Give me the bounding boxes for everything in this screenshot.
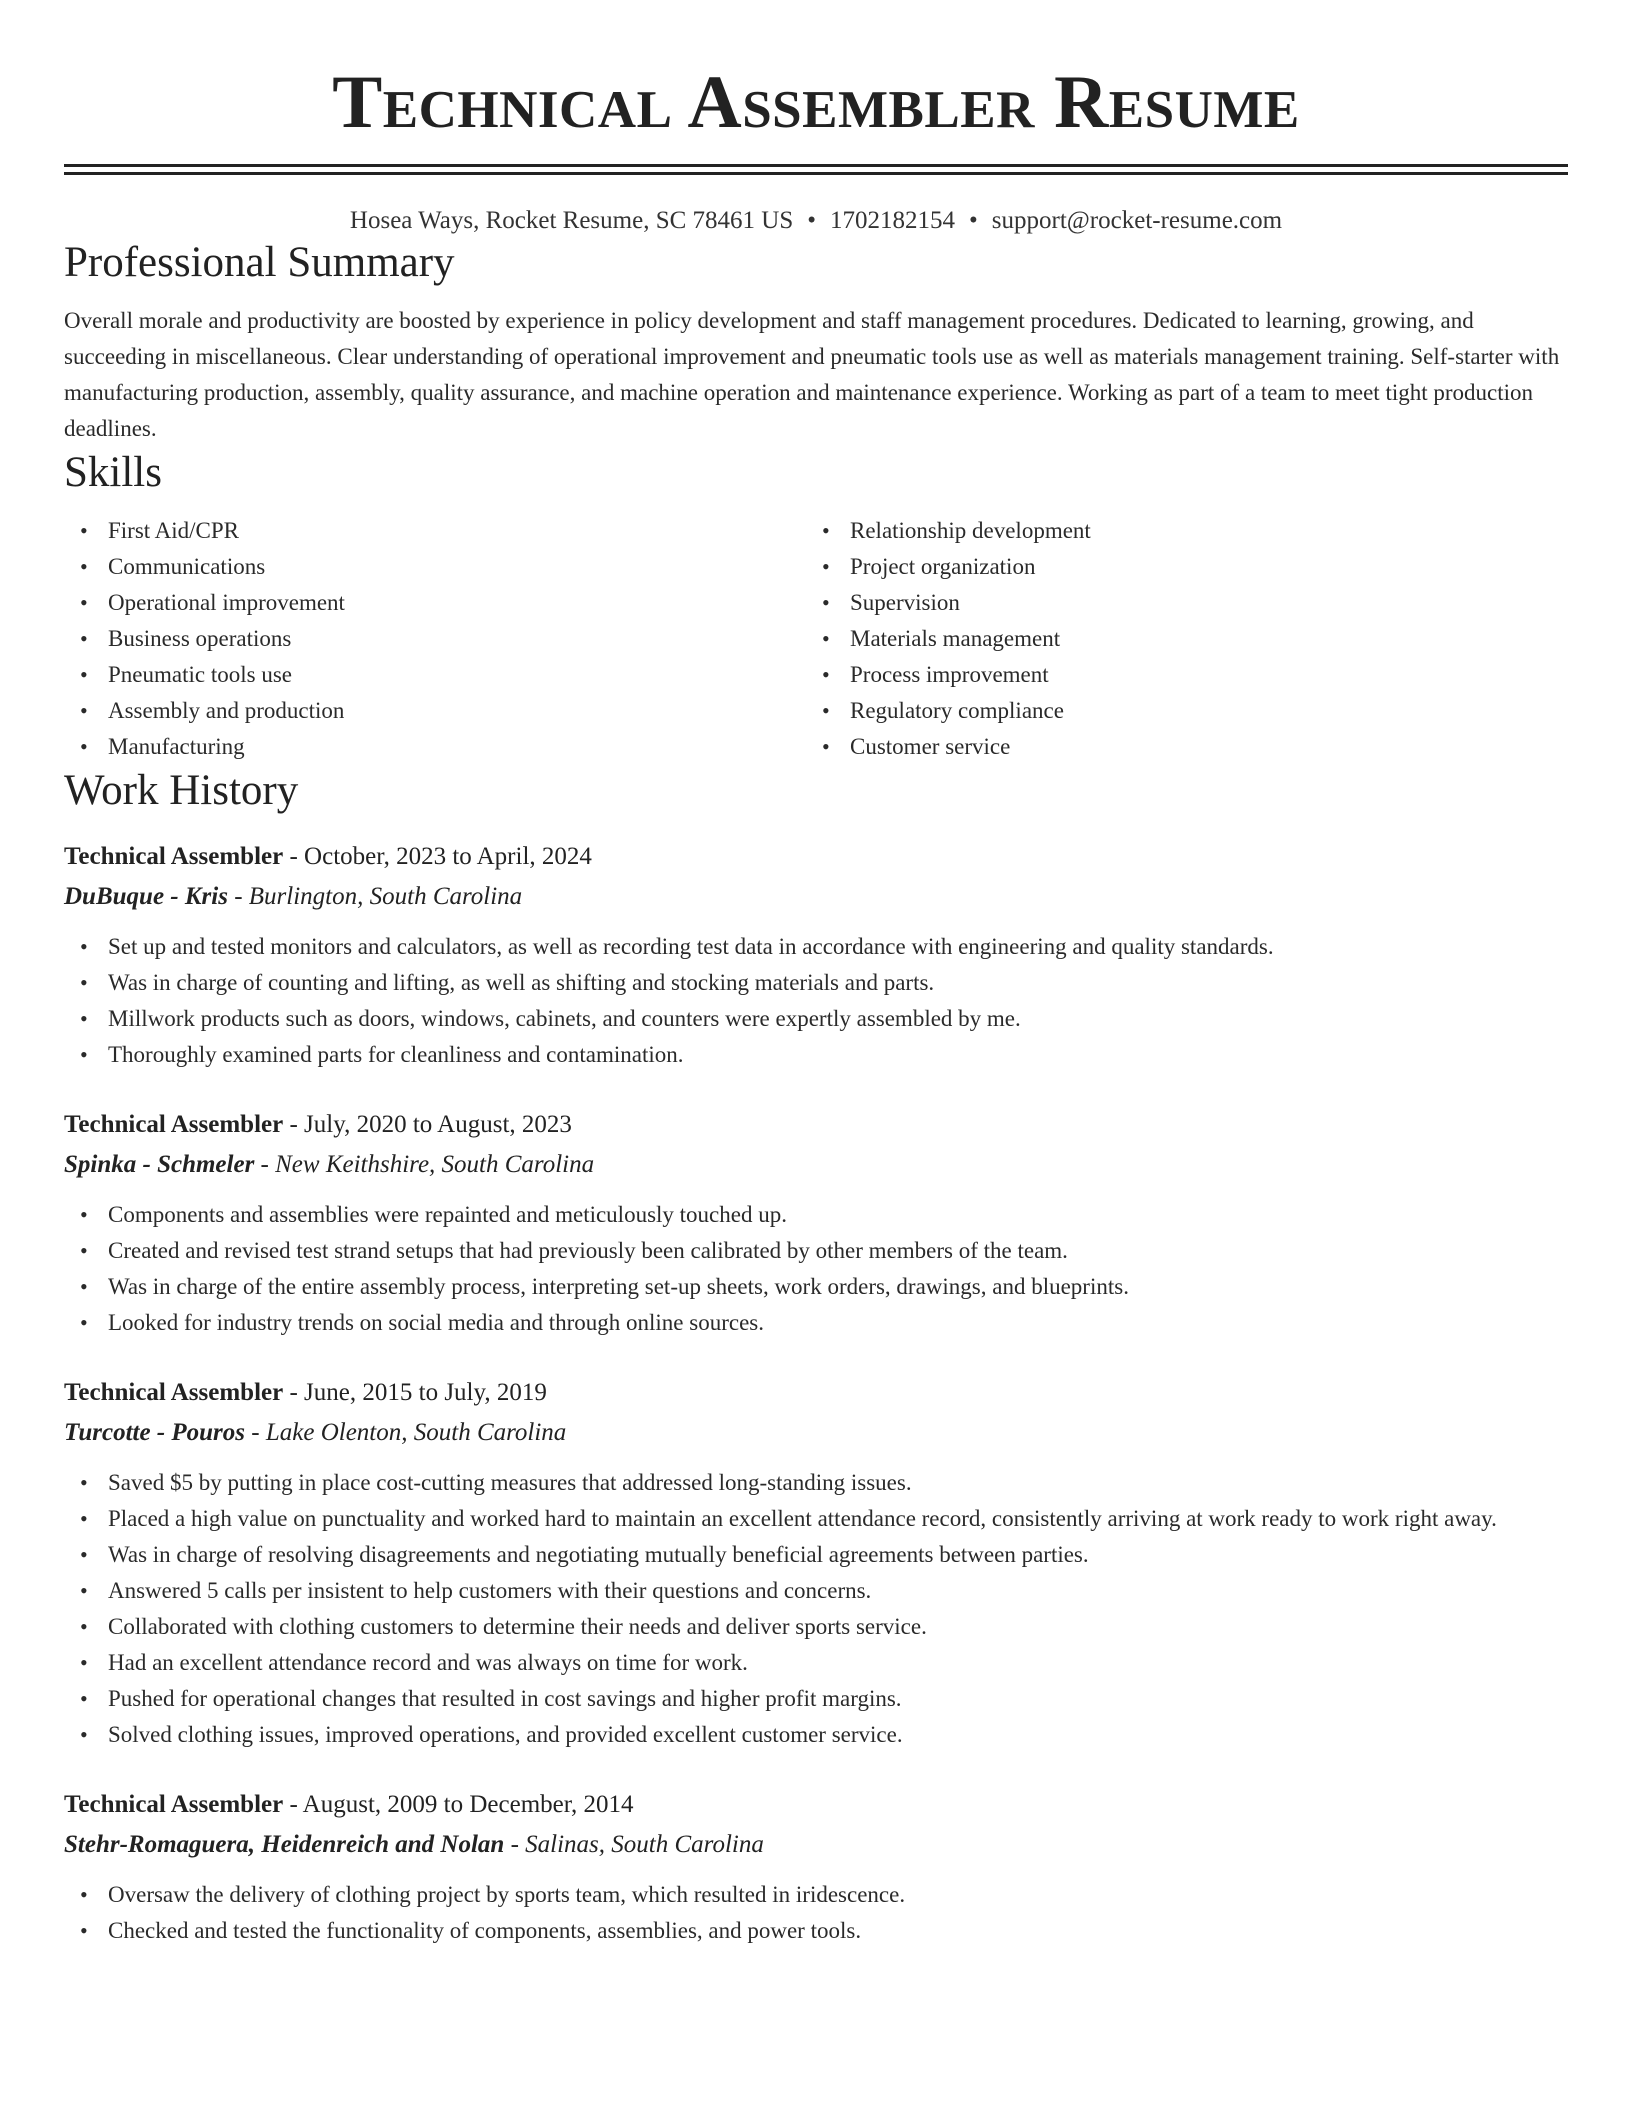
bullet-icon: • <box>80 626 88 651</box>
contact-line <box>64 205 1568 237</box>
bullet-icon: • <box>822 698 830 723</box>
job-employer: Turcotte - Pouros - Lake Olenton, South Carolina <box>64 1419 567 1446</box>
bullet-icon: • <box>80 1722 88 1747</box>
duty-text: Created and revised test strand setups that had previously been calibrated by other members of the team. <box>108 1238 1068 1263</box>
duty-text: Placed a high value on punctuality and worked hard to maintain an excellent attendance record, consistently arriving at work ready to work right away. <box>108 1506 1497 1531</box>
summary-text: Overall morale and productivity are boosted by experience in policy development and staff management procedures. Dedicated to learning, growing, and succeeding in miscellaneous. Clear understanding of operational improvement and pneumatic tools use as well as materials management training. Self-starter with manufacturing production, assembly, quality assurance, and machine operation and maintenance experience. Working as part of a team to meet tight production deadlines. <box>64 308 1560 441</box>
job-header: Technical Assembler - October, 2023 to April, 2024 <box>64 843 592 870</box>
company-name: Stehr-Romaguera, Heidenreich and Nolan <box>64 1831 505 1858</box>
skill-label: Communications <box>108 554 266 579</box>
bullet-icon: • <box>80 590 88 615</box>
contact-separator: • <box>807 207 817 234</box>
skill-item <box>806 693 1548 729</box>
resume-title: Technical Assembler Resume <box>332 61 1300 144</box>
job-duties <box>64 1197 1568 1341</box>
job-title: Technical Assembler <box>64 1791 284 1818</box>
job-employer: DuBuque - Kris - Burlington, South Carolina <box>64 883 523 910</box>
bullet-icon: • <box>80 934 88 959</box>
bullet-icon: • <box>80 1506 88 1531</box>
job-location: Lake Olenton, South Carolina <box>265 1419 567 1446</box>
skill-item <box>806 729 1548 765</box>
duty-text: Thoroughly examined parts for cleanliness and contamination. <box>108 1042 684 1067</box>
bullet-icon: • <box>822 554 830 579</box>
bullet-icon: • <box>80 1470 88 1495</box>
contact-separator: • <box>969 207 978 234</box>
duty-text: Was in charge of counting and lifting, as well as shifting and stocking materials and parts. <box>108 970 935 995</box>
bullet-icon: • <box>80 1650 88 1675</box>
duty-text: Solved clothing issues, improved operations, and provided excellent customer service. <box>108 1722 903 1747</box>
skill-item <box>64 621 806 657</box>
duty-text: Checked and tested the functionality of components, assemblies, and power tools. <box>108 1918 862 1943</box>
bullet-icon: • <box>822 626 830 651</box>
duty-text: Answered 5 calls per insistent to help customers with their questions and concerns. <box>108 1578 872 1603</box>
bullet-icon: • <box>80 734 88 759</box>
skill-label: Relationship development <box>850 518 1091 543</box>
bullet-icon: • <box>80 1578 88 1603</box>
bullet-icon: • <box>80 1614 88 1639</box>
skill-item <box>64 729 806 765</box>
bullet-icon: • <box>80 1686 88 1711</box>
bullet-icon: • <box>80 1238 88 1263</box>
skill-item <box>806 513 1548 549</box>
duty-text: Had an excellent attendance record and was always on time for work. <box>108 1650 748 1675</box>
duty-item <box>64 1537 1568 1573</box>
bullet-icon: • <box>80 1882 88 1907</box>
job-location: Burlington, South Carolina <box>248 883 523 910</box>
duty-item <box>64 1197 1568 1233</box>
skill-item <box>64 585 806 621</box>
skill-label: Regulatory compliance <box>850 698 1064 723</box>
job-dates: July, 2020 to August, 2023 <box>304 1111 572 1138</box>
duty-text: Oversaw the delivery of clothing project by sports team, which resulted in iridescence. <box>108 1882 906 1907</box>
bullet-icon: • <box>80 1042 88 1067</box>
duty-item <box>64 1717 1568 1753</box>
job-location: Salinas, South Carolina <box>525 1831 764 1858</box>
bullet-icon: • <box>80 1918 88 1943</box>
duty-item <box>64 929 1568 965</box>
resume-page <box>64 0 1568 1949</box>
skill-item <box>64 549 806 585</box>
job-employer: Spinka - Schmeler - New Keithshire, South Carolina <box>64 1151 595 1178</box>
duty-item <box>64 1465 1568 1501</box>
job-header: Technical Assembler - July, 2020 to August, 2023 <box>64 1111 572 1138</box>
skill-label: Business operations <box>108 626 292 651</box>
skill-label: Process improvement <box>850 662 1049 687</box>
skill-label: First Aid/CPR <box>108 518 240 543</box>
contact-phone: 1702182154 <box>830 207 956 234</box>
duty-item <box>64 1645 1568 1681</box>
skills-column-left <box>64 513 806 765</box>
contact-email: support@rocket-resume.com <box>991 207 1283 234</box>
duty-item <box>64 1877 1568 1913</box>
bullet-icon: • <box>80 554 88 579</box>
job-header: Technical Assembler - June, 2015 to July, 2019 <box>64 1379 547 1406</box>
job-title: Technical Assembler <box>64 1379 284 1406</box>
job-duties <box>64 1877 1568 1949</box>
duty-text: Set up and tested monitors and calculators, as well as recording test data in accordance with engineering and quality standards. <box>108 934 1274 959</box>
job-entry <box>64 1785 1568 1949</box>
bullet-icon: • <box>80 1274 88 1299</box>
company-name: Spinka - Schmeler <box>64 1151 255 1178</box>
duty-text: Saved $5 by putting in place cost-cutting measures that addressed long-standing issues. <box>108 1470 912 1495</box>
duty-text: Collaborated with clothing customers to determine their needs and deliver sports service. <box>108 1614 927 1639</box>
duty-item <box>64 1001 1568 1037</box>
duty-text: Was in charge of resolving disagreements and negotiating mutually beneficial agreements between parties. <box>108 1542 1089 1567</box>
duty-item <box>64 1037 1568 1073</box>
job-duties <box>64 1465 1568 1753</box>
bullet-icon: • <box>822 734 830 759</box>
job-dates: August, 2009 to December, 2014 <box>302 1791 634 1818</box>
job-duties <box>64 929 1568 1073</box>
bullet-icon: • <box>822 518 830 543</box>
duty-text: Was in charge of the entire assembly process, interpreting set-up sheets, work orders, drawings, and blueprints. <box>108 1274 1129 1299</box>
skill-item <box>806 621 1548 657</box>
duty-item <box>64 1573 1568 1609</box>
skill-label: Pneumatic tools use <box>108 662 292 687</box>
bullet-icon: • <box>80 1310 88 1335</box>
duty-item <box>64 1913 1568 1949</box>
skills-list <box>64 513 1568 765</box>
skill-item <box>806 585 1548 621</box>
skill-label: Materials management <box>850 626 1061 651</box>
duty-item <box>64 1233 1568 1269</box>
bullet-icon: • <box>80 1542 88 1567</box>
duty-item <box>64 1609 1568 1645</box>
duty-text: Millwork products such as doors, windows, cabinets, and counters were expertly assembled by me. <box>108 1006 1021 1031</box>
job-title: Technical Assembler <box>64 1111 284 1138</box>
title-divider <box>64 164 1568 175</box>
bullet-icon: • <box>822 590 830 615</box>
duty-item <box>64 1269 1568 1305</box>
skill-label: Project organization <box>850 554 1036 579</box>
skill-item <box>64 513 806 549</box>
bullet-icon: • <box>822 662 830 687</box>
contact-address: Hosea Ways, Rocket Resume, SC 78461 US <box>349 207 794 234</box>
company-name: DuBuque - Kris <box>64 883 228 910</box>
bullet-icon: • <box>80 970 88 995</box>
skill-label: Customer service <box>850 734 1011 759</box>
skill-item <box>806 657 1548 693</box>
bullet-icon: • <box>80 518 88 543</box>
job-entry <box>64 1373 1568 1753</box>
job-dates: October, 2023 to April, 2024 <box>304 843 592 870</box>
duty-item <box>64 1305 1568 1341</box>
skills-heading: Skills <box>64 449 162 496</box>
duty-text: Looked for industry trends on social media and through online sources. <box>108 1310 764 1335</box>
duty-item <box>64 1501 1568 1537</box>
summary-heading: Professional Summary <box>64 239 455 286</box>
skill-item <box>64 693 806 729</box>
job-entry <box>64 1105 1568 1341</box>
skill-label: Assembly and production <box>108 698 345 723</box>
skills-column-right <box>806 513 1548 765</box>
company-name: Turcotte - Pouros <box>64 1419 246 1446</box>
job-dates: June, 2015 to July, 2019 <box>304 1379 547 1406</box>
duty-item <box>64 965 1568 1001</box>
skill-label: Manufacturing <box>108 734 245 759</box>
job-employer: Stehr-Romaguera, Heidenreich and Nolan - Salinas, South Carolina <box>64 1831 764 1858</box>
work-history-heading: Work History <box>64 767 299 814</box>
duty-text: Pushed for operational changes that resulted in cost savings and higher profit margins. <box>108 1686 902 1711</box>
skill-item <box>806 549 1548 585</box>
bullet-icon: • <box>80 1006 88 1031</box>
bullet-icon: • <box>80 1202 88 1227</box>
bullet-icon: • <box>80 662 88 687</box>
bullet-icon: • <box>80 698 88 723</box>
skill-item <box>64 657 806 693</box>
job-header: Technical Assembler - August, 2009 to December, 2014 <box>64 1791 634 1818</box>
duty-item <box>64 1681 1568 1717</box>
job-title: Technical Assembler <box>64 843 284 870</box>
skill-label: Supervision <box>850 590 960 615</box>
job-entry <box>64 837 1568 1073</box>
duty-text: Components and assemblies were repainted and meticulously touched up. <box>108 1202 787 1227</box>
skill-label: Operational improvement <box>108 590 345 615</box>
job-location: New Keithshire, South Carolina <box>275 1151 595 1178</box>
